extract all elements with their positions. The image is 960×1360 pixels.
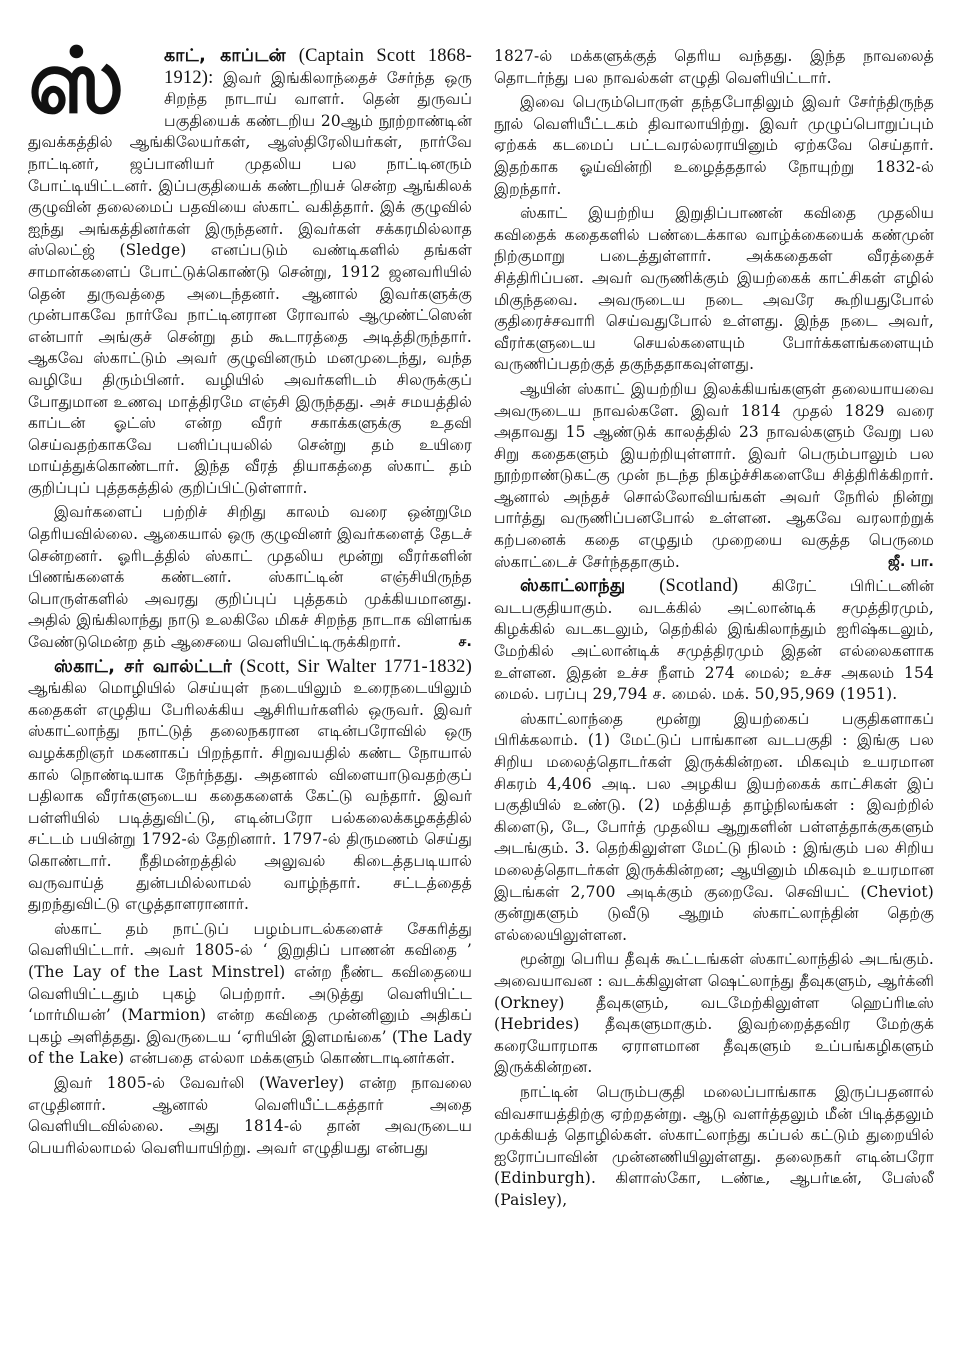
paragraph xyxy=(28,502,472,653)
entry-latin-title: (Captain Scott 1868-1912): xyxy=(164,46,473,88)
paragraph: இவை பெரும்பொருள் தந்தபோதிலும் இவர் சேர்ந்திருந்த நூல் வெளியீட்டகம் திவாலாயிற்று. இவர் முழுப்பொறுப்பும் ஏற்கக் கடமைப் பட்டவரல்லராயினும் ஏற்கவே செய்தார். இதற்காக ஓய்வின்றி உழைத்ததால் நோயுற்று 1832-ல் இறந்தார். xyxy=(494,93,934,198)
author-signature: ச. xyxy=(458,634,472,651)
entry-latin-title: (Scott, Sir Walter 1771-1832) xyxy=(239,656,472,677)
paragraph: 1827-ல் மக்களுக்குத் தெரிய வந்தது. இந்த நாவலைத் தொடர்ந்து பல நாவல்கள் எழுதி வெளியிட்டார். xyxy=(494,47,934,87)
paragraph xyxy=(494,379,934,573)
paragraph-text: ஆங்கில மொழியில் செய்யுள் நடையிலும் உரைநடையிலும் கதைகள் எழுதிய பேரிலக்கிய ஆசிரியர்களில் ஒருவர். இவர் ஸ்காட்லாந்து நாட்டுத் தலைநகரான எடின்பரோவில் ஒரு வழக்கறிஞர் மகனாகப் பிறந்தார். சிறுவயதில் கண்ட நோயால் கால் நொண்டியாக நேர்ந்தது. அதனால் விளையாடுவதற்குப் பதிலாக வீரர்களுடைய கதைகளைக் கேட்டு வந்தார். இவர் பள்ளியில் படித்துவிட்டு, எடின்பரோ பல்கலைக்கழகத்தில் சட்டம் பயின்று 1792-ல் தேறினார். 1797-ல் திருமணம் செய்து கொண்டார். நீதிமன்றத்தில் அலுவல் கிடைத்தபடியால் வருவாய்த் துன்பமில்லாமல் வாழ்ந்தார். சட்டத்தைத் துறந்துவிட்டு எழுத்தாளரானார். xyxy=(28,679,472,914)
entry-heading: ஸ்காட், சர் வால்ட்டர் xyxy=(54,656,233,677)
paragraph: நாட்டின் பெரும்பகுதி மலைப்பாங்காக இருப்பதனால் விவசாயத்திற்கு ஏற்றதன்று. ஆடு வளர்த்தலும் மீன் பிடித்தலும் முக்கியத் தொழில்கள். ஸ்காட்லாந்து கப்பல் கட்டும் துறையில் ஐரோப்பாவின் முன்னணியிலுள்ளது. தலைநகர் எடின்பரோ (Edinburgh). கிளாஸ்கோ, டண்டீ, ஆபர்டீன், பேஸ்லீ (Paisley), xyxy=(494,1082,934,1209)
paragraph-text: கிரேட் பிரிட்டனின் வடபகுதியாகும். வடக்கில் அட்லான்டிக் சமுத்திரமும், கிழக்கில் வடகடலும், தெற்கில் இங்கிலாந்தும் ஐரிஷ்கடலும், மேற்கில் அட்லான்டிக் சமுத்திரமும் இதன் எல்லைகளாக உள்ளன. இதன் உச்ச நீளம் 274 மைல்; உச்ச அகலம் 154 மைல். பரப்பு 29,794 ச. மைல். மக். 50,95,969 (1951). xyxy=(494,577,935,704)
paragraph: இவர் 1805-ல் வேவர்லி (Waverley) என்ற நாவலை எழுதினார். ஆனால் வெளியீட்டகத்தார் அதை வெளியிடவில்லை. அது 1814-ல் தான் அவருடைய பெயரில்லாமல் வெளியாயிற்று. அவர் எழுதியது என்பது xyxy=(28,1073,472,1157)
entry-captain-scott xyxy=(28,29,473,499)
left-column xyxy=(28,29,473,1214)
paragraph: மூன்று பெரிய தீவுக் கூட்டங்கள் ஸ்காட்லாந்தில் அடங்கும். அவையாவன : வடக்கிலுள்ள ஷெட்லாந்து தீவுகளும், ஆர்க்னி (Orkney) தீவுகளும், வடமேற்கிலுள்ள ஹெப்ரிடீஸ் (Hebrides) தீவுகளுமாகும். இவற்றைத்தவிர மேற்குக் கரையோரமாக ஏராளமான தீவுகளும் உப்பங்கழிகளும் இருக்கின்றன. xyxy=(494,950,934,1077)
paragraph-text: இவர்களைப் பற்றிச் சிறிது காலம் வரை ஒன்றுமே தெரியவில்லை. ஆகையால் ஒரு குழுவினர் இவர்களைத் தேடச் சென்றனர். ஓரிடத்தில் ஸ்காட் முதலிய மூன்று வீரர்களின் பிணங்களைக் கண்டனர். ஸ்காட்டின் எஞ்சியிருந்த பொருள்களில் அவரது குறிப்புப் புத்தகம் முக்கியமானது. அதில் இங்கிலாந்து நாடு உலகிலே மிகச் சிறந்த நாடாக விளங்க வேண்டுமென்ற தம் ஆசையை வெளியிட்டிருக்கிறார். xyxy=(28,503,472,652)
entry-heading: காட், காப்டன் xyxy=(164,46,287,66)
right-column xyxy=(494,46,934,1214)
paragraph: ஸ்காட்லாந்தை மூன்று இயற்கைப் பகுதிகளாகப் பிரிக்கலாம். (1) மேட்டுப் பாங்கான வடபகுதி : இங்கு பல சிறிய மலைத்தொடர்கள் இருக்கின்றன. மிகவும் உயரமான சிகரம் 4,406 அடி. பல அழகிய இயற்கைக் காட்சிகள் இப் பகுதியில் உண்டு. (2) மத்தியத் தாழ்நிலங்கள் : இவற்றில் கிளைடு, டே, போர்த் முதலிய ஆறுகளின் பள்ளத்தாக்குகளும் அடங்கும். 3. தெற்கிலுள்ள மேட்டு நிலம் : இங்கும் பல சிறிய மலைத்தொடர்கள் இருக்கின்றன; ஆயினும் மிகவும் உயரமான இடங்கள் 2,700 அடிக்கும் குறைவே. செவியட் (Cheviot) குன்றுகளும் டுவீடு ஆறும் ஸ்காட்லாந்தின் தெற்கு எல்லையிலுள்ளன. xyxy=(494,709,934,944)
paragraph-text: இவர் இங்கிலாந்தைச் சேர்ந்த ஒரு சிறந்த நாடாய் வாளர். தென் துருவப் பகுதியைக் கண்டறிய 20ஆம் நூற்றாண்டின் துவக்கத்தில் ஆங்கிலேயர்கள், ஆஸ்திரேலியர்கள், நார்வே நாட்டினர், ஜப்பானியர் முதலிய பல நாட்டினரும் போட்டியிட்டனர். இப்பகுதியைக் கண்டறியச் சென்ற ஆங்கிலக் குழுவின் தலைமைப் பதவியை ஸ்காட் வகித்தார். இக் குழுவில் ஐந்து அங்கத்தினர்கள் இருந்தனர். இவர்கள் சக்கரமில்லாத ஸ்லெட்ஜ் (Sledge) எனப்படும் வண்டிகளில் தங்கள் சாமான்களைப் போட்டுக்கொண்டு சென்று, 1912 ஜனவரியில் தென் துருவத்தை அடைந்தனர். ஆனால் இவர்களுக்கு முன்பாகவே நார்வே நாட்டினரான ரோவால் ஆமுண்ட்ஸென் என்பார் அங்குச் சென்று தம் கூடாரத்தை அடித்திருந்தார். ஆகவே ஸ்காட்டும் அவர் குழுவினரும் மனமுடைந்து, வந்த வழியே திரும்பினர். வழியில் அவர்களிடம் சிலருக்குப் போதுமான உணவு மாத்திரமே எஞ்சி இருந்தது. அச் சமயத்தில் காப்டன் ஓட்ஸ் என்ற வீரர் சகாக்களுக்கு உதவி செய்வதற்காகவே பனிப்புயலில் சென்று தம் உயிரை மாய்த்துக்கொண்டார். இந்த வீரத் தியாகத்தை ஸ்காட் தம் குறிப்புப் புத்தகத்தில் குறிப்பிட்டுள்ளார். xyxy=(28,68,472,497)
two-column-layout xyxy=(28,29,935,1214)
drop-initial: ஸ் xyxy=(28,29,121,134)
author-signature: ஜீ. பா. xyxy=(888,553,934,570)
paragraph-text: ஆயின் ஸ்காட் இயற்றிய இலக்கியங்களுள் தலையாயவை அவருடைய நாவல்களே. இவர் 1814 முதல் 1829 வரை அதாவது 15 ஆண்டுக் காலத்தில் 23 நாவல்களும் வேறு பல சிறு கதைகளும் இயற்றியுள்ளார். இவர் பெரும்பாலும் பல நூற்றாண்டுகட்கு முன் நடந்த நிகழ்ச்சிகளையே சித்திரிக்கிறார். ஆனால் அந்தச் சொல்லோவியங்கள் அவர் நேரில் நின்று பார்த்து வருணிப்பனபோல் உள்ளன. ஆகவே வரலாற்றுக் கற்பனைக் கதை எழுதும் முறையை வகுத்த பெருமை ஸ்காட்டைச் சேர்ந்ததாகும். xyxy=(494,379,934,571)
entry-scotland xyxy=(494,576,934,706)
paragraph: ஸ்காட் இயற்றிய இறுதிப்பாணன் கவிதை முதலிய கவிதைக் கதைகளில் பண்டைக்கால வாழ்க்கையைக் கண்முன் நிற்குமாறு படைத்துள்ளார். அக்கதைகள் வீரத்தைச் சித்திரிப்பன. அவர் வருணிக்கும் இயற்கைக் காட்சிகள் எழில் மிகுந்தவை. அவருடைய நடை அவரே கூறியதுபோல் குதிரைச்சவாரி செய்வதுபோல் உள்ளது. இந்த நடை அவர், வீரர்களுடைய செயல்களையும் போர்க்களங்களையும் வருணிப்பதற்குத் தகுந்ததாகவுள்ளது. xyxy=(494,204,934,374)
paragraph: ஸ்காட் தம் நாட்டுப் பழம்பாடல்களைச் சேகரித்து வெளியிட்டார். அவர் 1805-ல் ‘ இறுதிப் பாணன் கவிதை ’ (The Lay of the Last Minstrel) என்ற நீண்ட கவிதையை வெளியிட்டதும் புகழ் பெற்றார். அடுத்து வெளியிட்ட ‘மார்மியன்’ (Marmion) என்ற கவிதை முன்னினும் அதிகப் புகழ் அளித்தது. இவருடைய ‘ஏரியின் இளமங்கை’ (The Lady of the Lake) என்பதை எல்லா மக்களும் கொண்டாடினர்கள். xyxy=(28,919,472,1068)
entry-walter-scott xyxy=(28,657,472,916)
entry-heading: ஸ்காட்லாந்து xyxy=(520,576,626,597)
entry-latin-title: (Scotland) xyxy=(659,576,739,597)
